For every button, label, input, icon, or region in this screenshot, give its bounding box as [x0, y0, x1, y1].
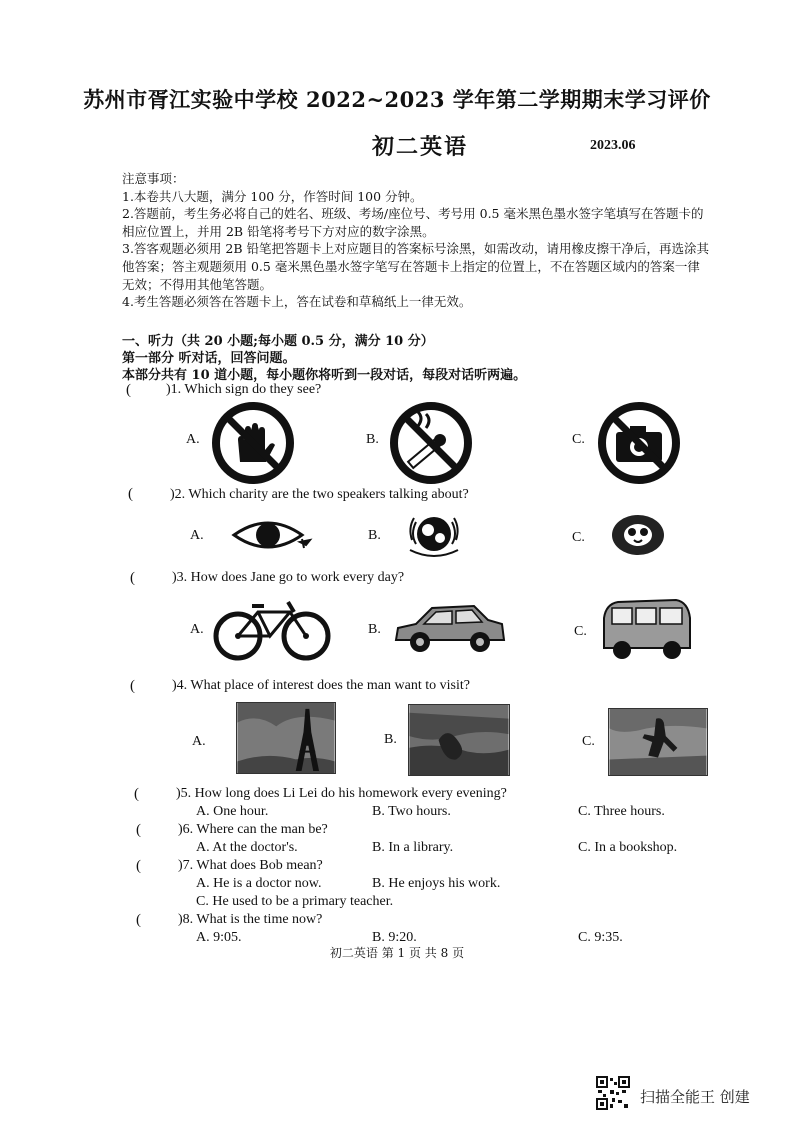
option-label: B.: [366, 432, 379, 447]
question-text: )5. How long does Li Lei do his homework every evening?: [176, 786, 507, 801]
question-text: )8. What is the time now?: [178, 912, 323, 927]
option-label: B.: [368, 528, 381, 543]
instruction-item: 2.答题前，考生务必将自己的姓名、班级、考场/座位号、考号用 0.5 毫米黑色墨水签字笔填写在答题卡的相应位置上，并用 2B 铅笔将考号下方对应的数字涂黑。: [122, 206, 704, 239]
instructions-heading: 注意事项：: [122, 171, 185, 186]
scanner-watermark: 扫描全能王 创建: [640, 1088, 750, 1106]
question-text: )7. What does Bob mean?: [178, 858, 323, 873]
question-text: )2. Which charity are the two speakers talking about?: [170, 487, 469, 502]
landscape-photo[interactable]: [408, 704, 510, 776]
option-label: A.: [190, 528, 204, 543]
instruction-item: 1.本卷共八大题，满分 100 分，作答时间 100 分钟。: [122, 188, 423, 204]
no-photography-sign-icon[interactable]: [596, 400, 682, 486]
question-text: )1. Which sign do they see?: [166, 382, 322, 397]
qr-code-icon: [596, 1076, 630, 1110]
option-text[interactable]: A. At the doctor's.: [196, 840, 298, 855]
no-smoking-sign-icon[interactable]: [388, 400, 474, 486]
instruction-item: 3.答客观题必须用 2B 铅笔把答题卡上对应题目的答案标号涂黑，如需改动，请用橡皮擦干净后，再选涂其他答案；答主观题须用 0.5 毫米黑色墨水签字笔写在答题卡上指定的位置上，不在答题区域内的答案一律无效；不得用其他笔答题。: [122, 241, 710, 292]
answer-paren[interactable]: (: [134, 786, 139, 802]
subject-title: 初二英语: [372, 134, 469, 160]
unicef-logo-icon[interactable]: [404, 510, 464, 562]
option-label: C.: [582, 734, 595, 749]
option-label: B.: [384, 732, 397, 747]
page-footer: 初二英语 第 1 页 共 8 页: [329, 946, 465, 960]
exam-title: 苏州市胥江实验中学校 2022~2023 学年第二学期期末学习评价: [83, 87, 711, 112]
option-text[interactable]: B. 9:20.: [372, 930, 417, 945]
option-text[interactable]: C. In a bookshop.: [578, 840, 678, 855]
option-text[interactable]: B. In a library.: [372, 840, 454, 855]
section-title: 一、听力（共 20 小题;每小题 0.5 分，满分 10 分）: [122, 334, 434, 349]
option-text[interactable]: C. Three hours.: [578, 804, 665, 819]
answer-paren[interactable]: (: [130, 678, 135, 694]
question-text: )6. Where can the man be?: [178, 822, 328, 837]
option-text[interactable]: A. One hour.: [196, 804, 269, 819]
answer-paren[interactable]: (: [128, 486, 133, 502]
option-text[interactable]: A. He is a doctor now.: [196, 876, 322, 891]
car-icon[interactable]: [392, 600, 508, 656]
option-label: C.: [572, 530, 585, 545]
option-text[interactable]: C. 9:35.: [578, 930, 623, 945]
option-text[interactable]: B. Two hours.: [372, 804, 451, 819]
answer-paren[interactable]: (: [136, 912, 141, 928]
instructions-block: [122, 170, 712, 311]
answer-paren[interactable]: (: [130, 570, 135, 586]
section-instruction: 本部分共有 10 道小题，每小题你将听到一段对话，每段对话听两遍。: [122, 368, 527, 383]
exam-date: 2023.06: [590, 138, 636, 153]
answer-paren[interactable]: (: [126, 382, 131, 398]
option-label: A.: [186, 432, 200, 447]
option-label: C.: [572, 432, 585, 447]
answer-paren[interactable]: (: [136, 822, 141, 838]
no-touching-sign-icon[interactable]: [210, 400, 296, 486]
option-label: A.: [192, 734, 206, 749]
eiffel-tower-photo[interactable]: [236, 702, 336, 774]
question-text: )3. How does Jane go to work every day?: [172, 570, 405, 585]
option-label: C.: [574, 624, 587, 639]
option-text[interactable]: C. He used to be a primary teacher.: [196, 894, 394, 909]
question-text: )4. What place of interest does the man want to visit?: [172, 678, 470, 693]
instruction-item: 4.考生答题必须答在答题卡上，答在试卷和草稿纸上一律无效。: [122, 294, 472, 310]
bicycle-icon[interactable]: [210, 598, 334, 662]
answer-paren[interactable]: (: [136, 858, 141, 874]
option-label: A.: [190, 622, 204, 637]
van-icon[interactable]: [598, 596, 694, 666]
option-text[interactable]: B. He enjoys his work.: [372, 876, 501, 891]
wwf-logo-icon[interactable]: [610, 512, 666, 558]
part-title: 第一部分 听对话，回答问题。: [122, 351, 296, 366]
option-label: B.: [368, 622, 381, 637]
eye-plane-logo-icon[interactable]: [230, 515, 314, 555]
option-text[interactable]: A. 9:05.: [196, 930, 242, 945]
statue-photo[interactable]: [608, 708, 708, 776]
